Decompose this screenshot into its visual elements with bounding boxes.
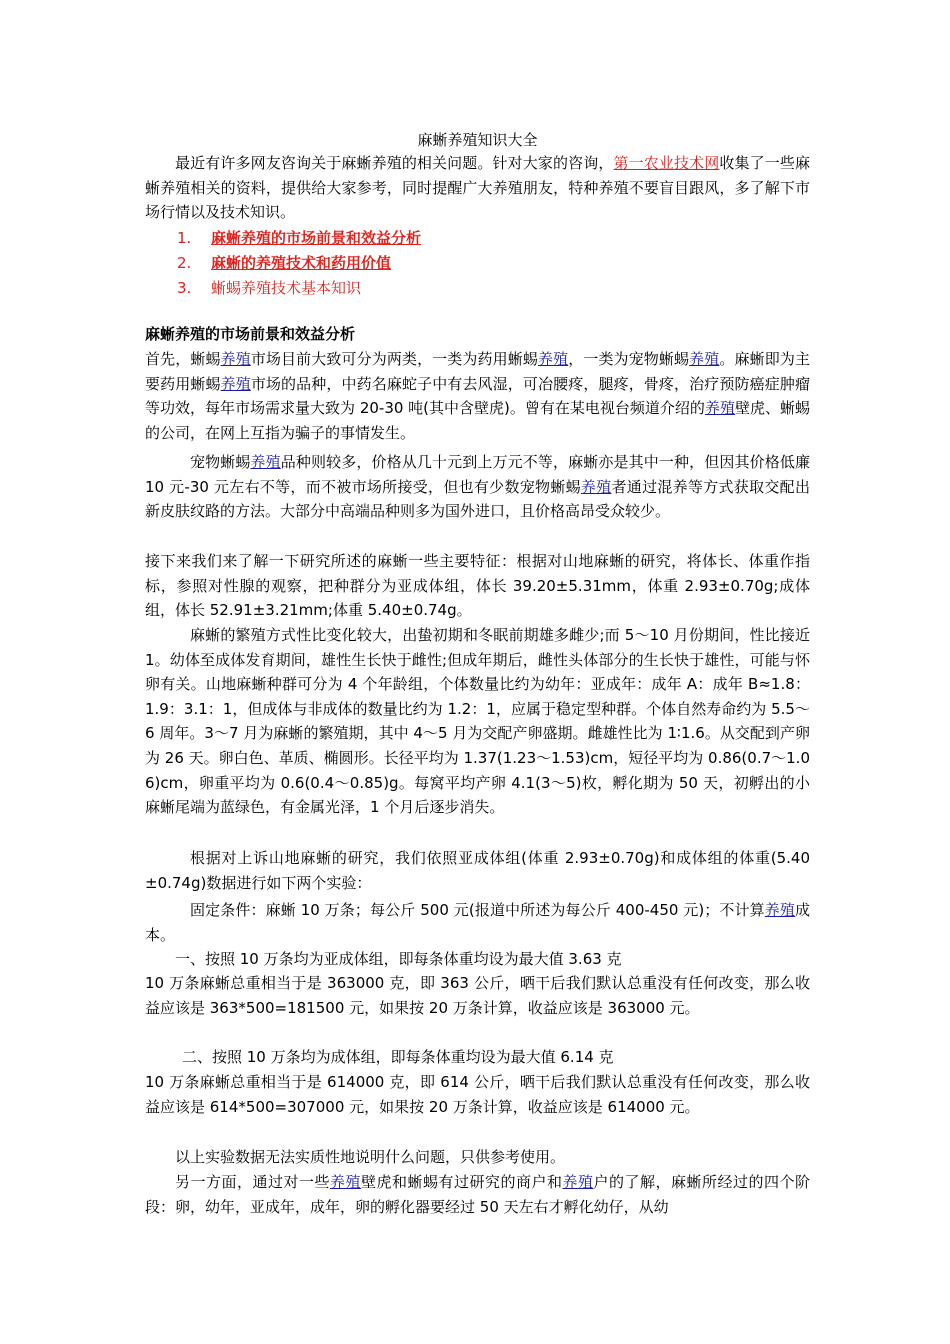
document-title: 麻蜥养殖知识大全	[417, 131, 538, 149]
breeding-link[interactable]: 养殖	[220, 374, 251, 393]
text: 另一方面，通过对一些	[175, 1173, 330, 1191]
intro-paragraph	[145, 151, 810, 225]
breeding-link[interactable]: 养殖	[764, 901, 795, 919]
breeding-link[interactable]: 养殖	[580, 477, 612, 496]
breeding-link[interactable]: 养殖	[562, 1173, 594, 1191]
paragraph-5: 根据对上诉山地麻蜥的研究，我们依照亚成体组(体重 2.93±0.70g)和成体组的体重(5.40±0.74g)数据进行如下两个实验：	[145, 849, 810, 892]
toc-number: 2.	[177, 254, 192, 272]
intro-text-rest: 收集了一些麻蜥养殖相关的资料，提供给大家参考，同时提醒广大养殖朋友，特种养殖不要盲目跟风，多了解下市场行情以及技术知识。	[145, 154, 810, 222]
text: 固定条件：麻蜥 10 万条；每公斤 500 元(报道中所述为每公斤 400-450 元)；不计算	[190, 901, 765, 919]
paragraph-3: 接下来我们来了解一下研究所述的麻蜥一些主要特征：根据对山地麻蜥的研究，将体长、体重作指标，参照对性腺的观察，把种群分为亚成体组，体长 39.20±5.31mm，体重 2.93±0.70g;成体组，体长 52.91±3.21mm;体重 5.40±0.74g。	[145, 552, 810, 620]
text: 宠物蜥蜴	[190, 453, 251, 471]
experiment-2-body: 10 万条麻蜥总重相当于是 614000 克，即 614 公斤，晒干后我们默认总重没有任何改变，那么收益应该是 614*500=307000 元，如果按 20 万条计算，收益应该是 614000 元。	[145, 1073, 810, 1116]
breeding-link[interactable]: 养殖	[689, 350, 720, 368]
paragraph-1	[145, 347, 810, 445]
toc-item-3[interactable]	[177, 276, 361, 300]
text: 者通过混养等方式获取交配出新皮肤纹路的方法。大部分中高端品种则多为国外进口，且价格高昂受众较少。	[145, 477, 810, 521]
section-heading: 麻蜥养殖的市场前景和效益分析	[145, 325, 356, 343]
site-link[interactable]: 第一农业技术网	[613, 154, 720, 172]
toc-label: 蜥蜴养殖技术基本知识	[211, 279, 362, 297]
breeding-link[interactable]: 养殖	[220, 350, 251, 368]
toc-number: 1.	[177, 229, 192, 247]
text: ，一类为宠物蜥蜴	[568, 350, 690, 368]
text: 首先，蜥蜴	[145, 350, 221, 368]
toc-item-2[interactable]	[177, 251, 391, 275]
breeding-link[interactable]: 养殖	[329, 1173, 361, 1191]
breeding-link[interactable]: 养殖	[704, 399, 735, 418]
breeding-link[interactable]: 养殖	[250, 453, 281, 471]
experiment-1-body: 10 万条麻蜥总重相当于是 363000 克，即 363 公斤，晒干后我们默认总重没有任何改变，那么收益应该是 363*500=181500 元，如果按 20 万条计算，收益应该是 363000 元。	[145, 974, 810, 1017]
breeding-link[interactable]: 养殖	[537, 350, 569, 368]
paragraph-8	[145, 1170, 810, 1219]
paragraph-7: 以上实验数据无法实质性地说明什么问题，只供参考使用。	[175, 1148, 566, 1166]
experiment-1-heading: 一、按照 10 万条均为亚成体组，即每条体重均设为最大值 3.63 克	[175, 950, 622, 968]
toc-item-1[interactable]	[177, 226, 421, 250]
text: 市场目前大致可分为两类，一类为药用蜥蜴	[250, 350, 538, 368]
toc-label: 麻蜥的养殖技术和药用价值	[211, 254, 392, 272]
text: 市场的品种，中药名麻蛇子中有去风湿，可冶腰疼，腿疼，骨疼，治疗预防癌症肿瘤等功效，每年市场需求量大致为 20-30 吨(其中含壁虎)。曾有在某电视台频道介绍的	[145, 374, 810, 418]
text: 品种则较多，价格从几十元到上万元不等，麻蜥亦是其中一种，但因其价格低廉 10 元-30 元左右不等，而不被市场所接受，但也有少数宠物蜥蜴	[145, 453, 810, 496]
experiment-2-heading: 二、按照 10 万条均为成体组，即每条体重均设为最大值 6.14 克	[182, 1048, 614, 1066]
paragraph-4: 麻蜥的繁殖方式性比变化较大，出蛰初期和冬眠前期雄多雌少;而 5～10 月份期间，性比接近 1。幼体至成体发育期间，雄性生长快于雌性;但成年期后，雌性头体部分的生长快于雄性，可能与怀卵有关。山地麻蜥种群可分为 4 个年龄组，个体数量比约为幼年：亚成年：成年 A：成年 B≈1.8：1.9：3.1：1，但成体与非成体的数量比约为 1.2：1，应属于稳定型种群。个体自然寿命约为 5.5～6 周年。3～7 月为麻蜥的繁殖期，其中 4～5 月为交配产卵盛期。雌雄性比为 1∶1.6。从交配到产卵为 26 天。卵白色、革质、椭圆形。长径平均为 1.37(1.23～1.53)cm，短径平均为 0.86(0.7～1.06)cm，卵重平均为 0.6(0.4～0.85)g。每窝平均产卵 4.1(3～5)枚，孵化期为 50 天，初孵出的小麻蜥尾端为蓝绿色，有金属光泽，1 个月后逐步消失。	[145, 626, 810, 817]
toc-number: 3.	[177, 279, 192, 297]
text: 户的了解，麻蜥所经过的四个阶段：卵，幼年，亚成年，成年，卵的孵化器要经过 50 天左右才孵化幼仔，从幼	[145, 1173, 810, 1216]
text: 壁虎、蜥蜴的公司，在网上互指为骗子的事情发生。	[145, 399, 810, 442]
text: 成本。	[145, 901, 810, 944]
intro-text: 最近有许多网友咨询关于麻蜥养殖的相关问题。针对大家的咨询，	[175, 154, 614, 172]
text: 壁虎和蜥蜴有过研究的商户和	[360, 1173, 563, 1191]
toc-label: 麻蜥养殖的市场前景和效益分析	[211, 229, 422, 247]
paragraph-6	[145, 898, 810, 947]
paragraph-2	[145, 450, 810, 524]
text: 。麻蜥即为主要药用蜥蜴	[145, 350, 810, 393]
